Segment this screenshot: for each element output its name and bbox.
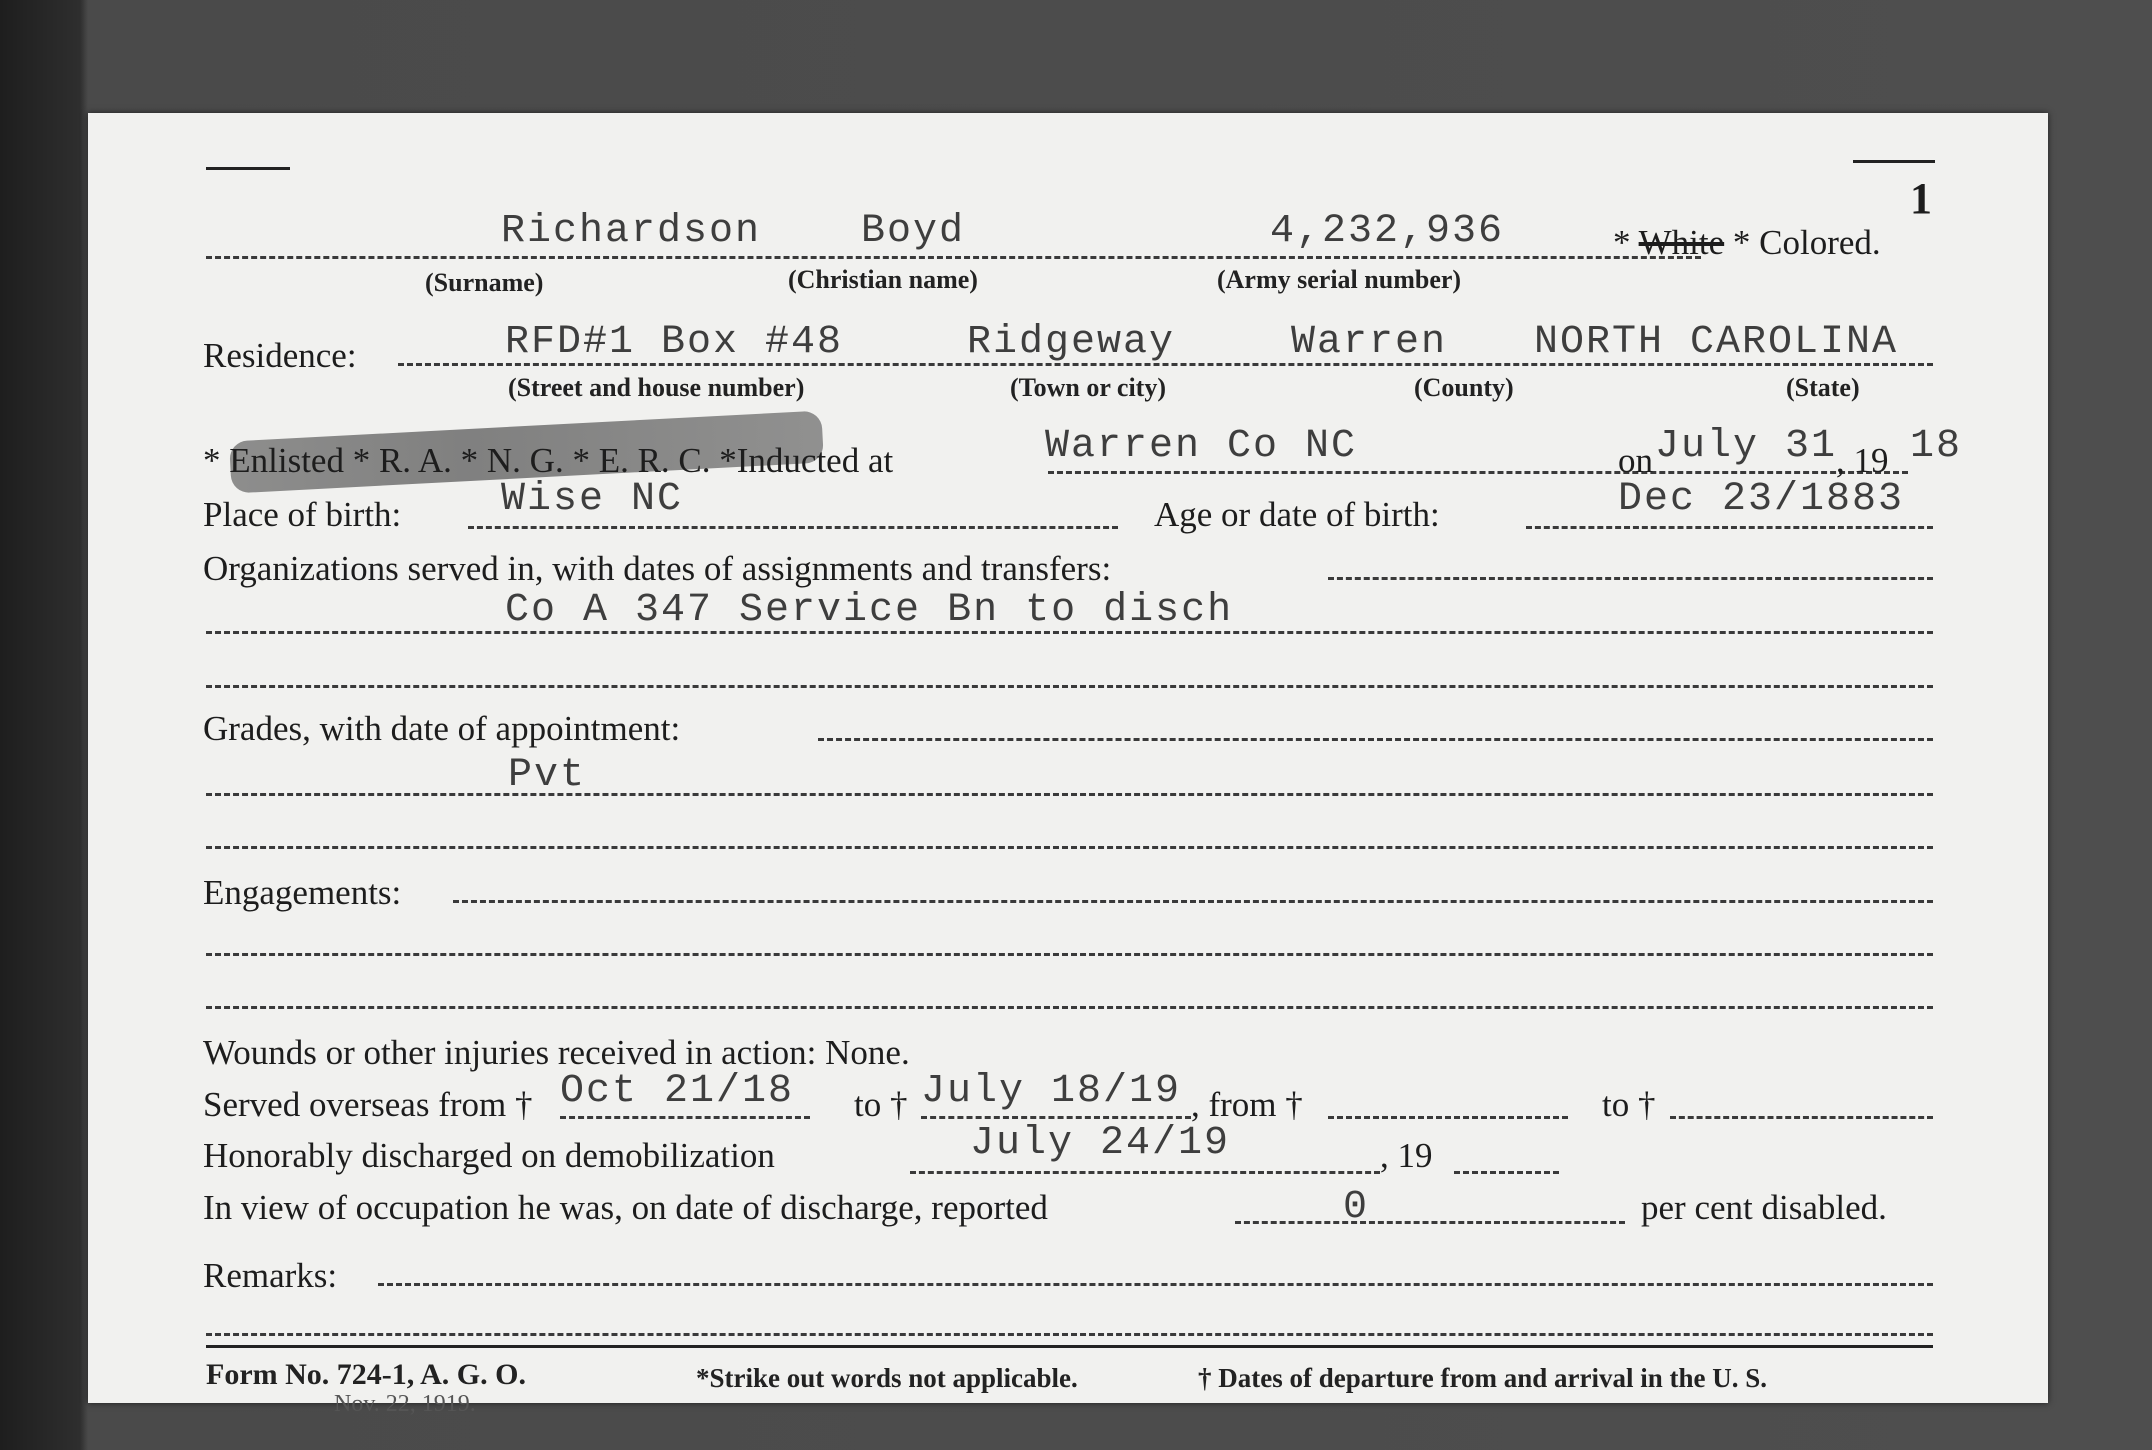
birth-place-rule xyxy=(468,526,1118,529)
grades-rule-1 xyxy=(818,738,1933,741)
name-line-rule xyxy=(206,256,1701,259)
state-caption: (State) xyxy=(1786,373,1860,402)
inducted-at-value: Warren Co NC xyxy=(1045,424,1358,469)
discharge-year-rule xyxy=(1454,1171,1559,1174)
page-number: 1 xyxy=(1910,174,1932,223)
overseas-from2-label: , from † xyxy=(1191,1085,1303,1124)
enlistment-year-prefix: , 19 xyxy=(1836,441,1889,480)
disability-rule xyxy=(1235,1221,1625,1224)
disability-value: 0 xyxy=(1343,1185,1370,1230)
residence-town: Ridgeway xyxy=(967,320,1176,365)
disability-label: In view of occupation he was, on date of discharge, reported xyxy=(203,1188,1048,1227)
birth-place-label: Place of birth: xyxy=(203,495,402,534)
form-date: Nov. 22, 1919. xyxy=(334,1391,476,1417)
organizations-rule-1 xyxy=(1328,577,1933,580)
remarks-rule-2 xyxy=(206,1333,1933,1336)
organizations-value: Co A 347 Service Bn to disch xyxy=(505,588,1234,633)
serial-number-value: 4,232,936 xyxy=(1270,209,1505,254)
street-caption: (Street and house number) xyxy=(508,373,805,402)
residence-street: RFD#1 Box #48 xyxy=(505,320,844,365)
discharge-date: July 24/19 xyxy=(970,1121,1231,1166)
overseas-to2-label: to † xyxy=(1602,1085,1656,1124)
discharge-rule xyxy=(910,1171,1380,1174)
remarks-rule-1 xyxy=(378,1283,1933,1286)
engagements-label: Engagements: xyxy=(203,873,402,912)
residence-label: Residence: xyxy=(203,336,357,375)
top-left-mark xyxy=(206,167,290,170)
footer-note-strike: *Strike out words not applicable. xyxy=(696,1363,1078,1393)
race-options: * White * Colored. xyxy=(1613,223,1881,262)
christian-name-value: Boyd xyxy=(861,209,966,254)
organizations-rule-2 xyxy=(206,631,1933,634)
wounds-label: Wounds or other injuries received in action: None. xyxy=(203,1033,910,1072)
organizations-label: Organizations served in, with dates of assignments and transfers: xyxy=(203,549,1112,588)
engagements-rule-3 xyxy=(206,1006,1933,1009)
footer-divider xyxy=(206,1345,1933,1348)
discharge-label: Honorably discharged on demobilization xyxy=(203,1136,775,1175)
overseas-from2-rule xyxy=(1328,1116,1568,1119)
footer-note-dates: † Dates of departure from and arrival in the U. S. xyxy=(1198,1363,1767,1393)
overseas-to-date: July 18/19 xyxy=(921,1069,1182,1114)
enlistment-date: July 31 xyxy=(1655,424,1838,469)
birth-date-rule xyxy=(1526,526,1933,529)
race-white: White xyxy=(1638,223,1725,262)
overseas-from-rule xyxy=(560,1116,810,1119)
overseas-to2-rule xyxy=(1670,1116,1933,1119)
top-right-mark xyxy=(1853,160,1935,163)
service-record-card xyxy=(88,113,2048,1417)
overseas-label: Served overseas from † xyxy=(203,1085,533,1124)
disability-suffix: per cent disabled. xyxy=(1641,1188,1887,1227)
overseas-to-rule xyxy=(921,1116,1191,1119)
birth-date-value: Dec 23/1883 xyxy=(1618,477,1905,522)
enlistment-rule xyxy=(1048,471,1908,474)
grades-rule-2 xyxy=(206,793,1933,796)
overseas-from-date: Oct 21/18 xyxy=(560,1069,795,1114)
birth-date-label: Age or date of birth: xyxy=(1154,495,1440,534)
residence-state: NORTH CAROLINA xyxy=(1534,320,1899,365)
grades-label: Grades, with date of appointment: xyxy=(203,709,681,748)
enlistment-label: * Enlisted * R. A. * N. G. * E. R. C. *Inducted at xyxy=(203,441,894,480)
surname-value: Richardson xyxy=(501,209,762,254)
birth-place-value: Wise NC xyxy=(501,477,684,522)
organizations-rule-3 xyxy=(206,685,1933,688)
form-number: Form No. 724-1, A. G. O. xyxy=(206,1358,526,1391)
christian-name-caption: (Christian name) xyxy=(788,265,978,294)
serial-number-caption: (Army serial number) xyxy=(1217,265,1462,294)
surname-caption: (Surname) xyxy=(425,268,544,297)
town-caption: (Town or city) xyxy=(1010,373,1166,402)
remarks-label: Remarks: xyxy=(203,1256,338,1295)
overseas-to-label: to † xyxy=(854,1085,908,1124)
engagements-rule-1 xyxy=(453,900,1933,903)
grades-value: Pvt xyxy=(508,753,587,798)
county-caption: (County) xyxy=(1414,373,1514,402)
discharge-year-suffix: , 19 xyxy=(1380,1136,1433,1175)
residence-county: Warren xyxy=(1291,320,1448,365)
enlistment-on-label: on xyxy=(1618,441,1653,480)
engagements-rule-2 xyxy=(206,953,1933,956)
race-colored: Colored. xyxy=(1759,223,1881,262)
grades-rule-3 xyxy=(206,846,1933,849)
enlistment-year: 18 xyxy=(1910,424,1963,469)
